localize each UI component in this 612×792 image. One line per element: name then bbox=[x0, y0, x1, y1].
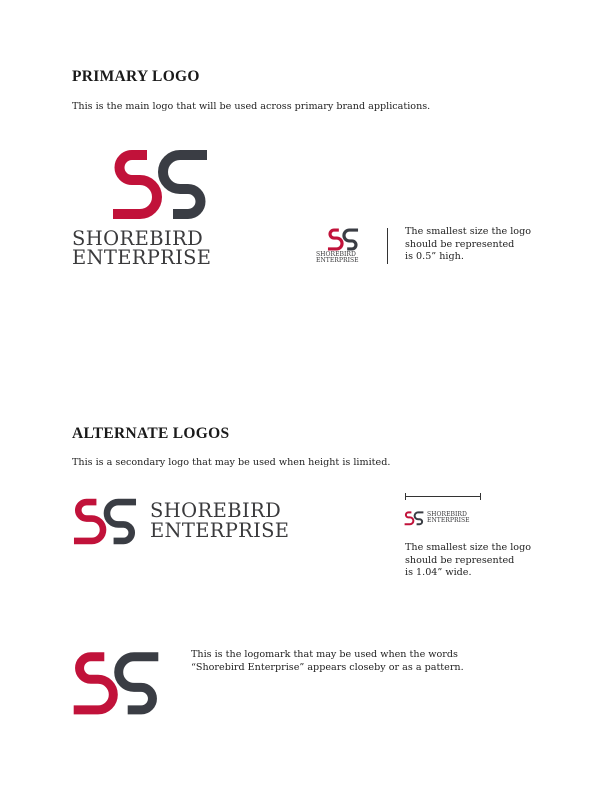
alternate-note-line-1: The smallest size the logo bbox=[405, 542, 531, 553]
alternate-min-size-note bbox=[405, 542, 531, 580]
alternate-logo-horizontal bbox=[72, 494, 347, 550]
primary-min-size-note bbox=[405, 226, 531, 264]
wordmark-small-line-1: SHOREBIRD bbox=[316, 251, 356, 258]
alternate-logos-heading: ALTERNATE LOGOS bbox=[72, 425, 230, 442]
logomark-note bbox=[191, 649, 464, 674]
wordmark-small-line-2: ENTERPRISE bbox=[316, 257, 359, 264]
logomark-icon bbox=[72, 494, 138, 547]
width-indicator bbox=[405, 493, 481, 501]
alternate-logos-description: This is a secondary logo that may be used when height is limited. bbox=[72, 457, 391, 468]
logomark-small-icon bbox=[404, 510, 424, 526]
wordmark-line-1: SHOREBIRD bbox=[72, 227, 204, 250]
alternate-logo-small bbox=[404, 510, 484, 526]
logomark-standalone-icon bbox=[71, 646, 161, 718]
wordmark-line-2: ENTERPRISE bbox=[72, 246, 212, 269]
alternate-note-line-2: should be represented bbox=[405, 554, 515, 566]
height-indicator-line bbox=[387, 228, 388, 264]
primary-logo-description: This is the main logo that will be used across primary brand applications. bbox=[72, 101, 431, 112]
primary-note-line-1: The smallest size the logo bbox=[405, 226, 531, 237]
wordmark-line-1: SHOREBIRD bbox=[150, 499, 282, 522]
logomark-icon bbox=[110, 143, 210, 223]
wordmark-line-2: ENTERPRISE bbox=[150, 519, 290, 542]
alternate-note-line-3: is 1.04” wide. bbox=[405, 567, 472, 579]
wordmark-small-line-1: SHOREBIRD bbox=[427, 511, 467, 518]
primary-logo-small bbox=[316, 226, 376, 266]
logomark-note-line-1: This is the logomark that may be used when the words bbox=[191, 649, 458, 660]
primary-logo bbox=[72, 143, 248, 267]
logomark-small-icon bbox=[327, 226, 359, 252]
primary-logo-heading: PRIMARY LOGO bbox=[72, 68, 200, 85]
logomark-note-line-2: “Shorebird Enterprise” appears closeby or as a pattern. bbox=[191, 661, 464, 673]
primary-note-line-2: should be represented bbox=[405, 238, 515, 250]
wordmark-small-line-2: ENTERPRISE bbox=[427, 517, 470, 524]
primary-note-line-3: is 0.5” high. bbox=[405, 251, 464, 263]
